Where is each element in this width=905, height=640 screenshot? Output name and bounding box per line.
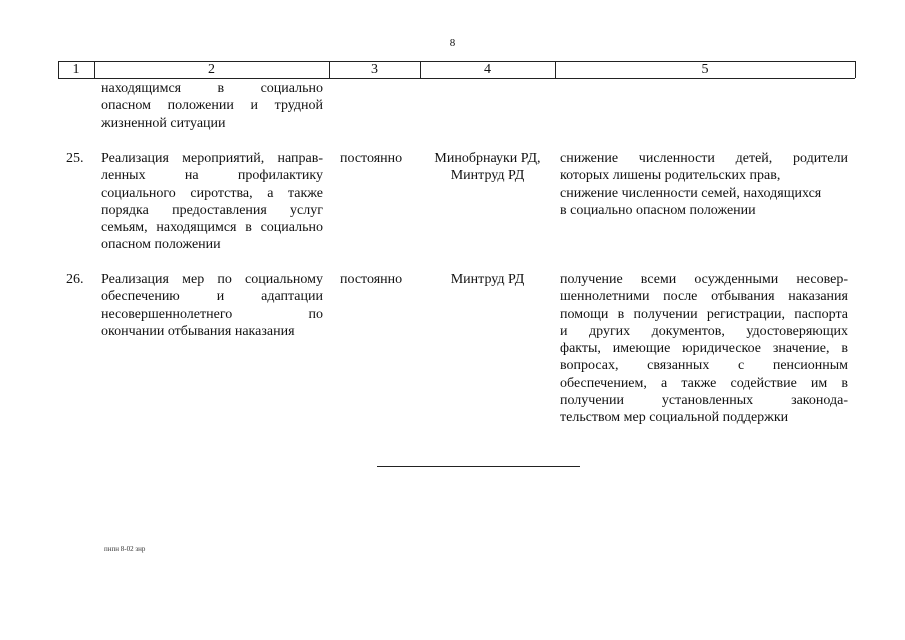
result-text — [560, 150, 848, 219]
text-line: обеспечению и адаптации — [101, 289, 323, 305]
text-line: обеспечением, а также содействие им в — [560, 375, 848, 391]
text-line: ленных на профилактику — [101, 168, 323, 184]
column-header-4: 4 — [484, 62, 491, 77]
end-separator-line — [377, 466, 580, 467]
text-line: вопросах, связанных с пенсионным — [560, 358, 848, 374]
text-line: опасном положении — [101, 237, 221, 253]
text-line: Минтруд РД — [450, 168, 525, 184]
text-line: тельством мер социальной поддержки — [560, 410, 789, 426]
text-line: находящимся в социально — [101, 81, 323, 96]
text-line: опасном положении и трудной — [101, 98, 323, 114]
continuation-measure-text — [101, 80, 323, 132]
text-line: Минобрнауки РД, — [434, 151, 541, 166]
text-line: Минтруд РД — [450, 272, 525, 287]
executor-text — [420, 150, 555, 185]
text-line: Реализация мер по социальному — [101, 272, 323, 287]
term-text: постоянно — [340, 272, 403, 287]
measure-text — [101, 271, 323, 340]
text-line: шеннолетними после отбывания наказания — [560, 289, 848, 305]
text-line: социального сиротства, а также — [101, 185, 323, 201]
text-line: жизненной ситуации — [101, 115, 226, 131]
text-line: снижение численности детей, родители — [560, 151, 848, 166]
measure-text — [101, 150, 323, 254]
text-line: семьям, находящимся в социально — [101, 220, 323, 236]
row-number: 26. — [66, 272, 84, 287]
text-line: Реализация мероприятий, направ- — [101, 151, 323, 166]
text-line: окончании отбывания наказания — [101, 323, 295, 339]
text-line: в социально опасном положении — [560, 202, 756, 218]
text-line: получении установленных законода- — [560, 393, 848, 409]
text-line: снижение численности семей, находящихся — [560, 185, 822, 201]
column-header-1: 1 — [72, 62, 80, 77]
column-header-2: 2 — [208, 62, 215, 77]
column-divider — [855, 61, 856, 78]
text-line: помощи в получении регистрации, паспорта — [560, 306, 848, 322]
footer-code: пнпн 8-02 знр — [104, 545, 146, 553]
column-header-5: 5 — [701, 62, 709, 77]
text-line: несовершеннолетнего по — [101, 306, 323, 322]
text-line: получение всеми осужденными несовер- — [560, 272, 848, 287]
header-bottom-rule — [58, 78, 855, 79]
result-text — [560, 271, 848, 427]
term-text: постоянно — [340, 151, 403, 166]
executor-text — [420, 271, 555, 288]
text-line: которых лишены родительских прав, — [560, 168, 781, 184]
text-line: факты, имеющие юридическое значение, в — [560, 341, 848, 357]
page-number: 8 — [449, 37, 456, 49]
text-line: порядка предоставления услуг — [101, 202, 323, 218]
column-header-3: 3 — [371, 62, 378, 77]
row-number: 25. — [66, 151, 84, 166]
text-line: и других документов, удостоверяющих — [560, 323, 848, 339]
